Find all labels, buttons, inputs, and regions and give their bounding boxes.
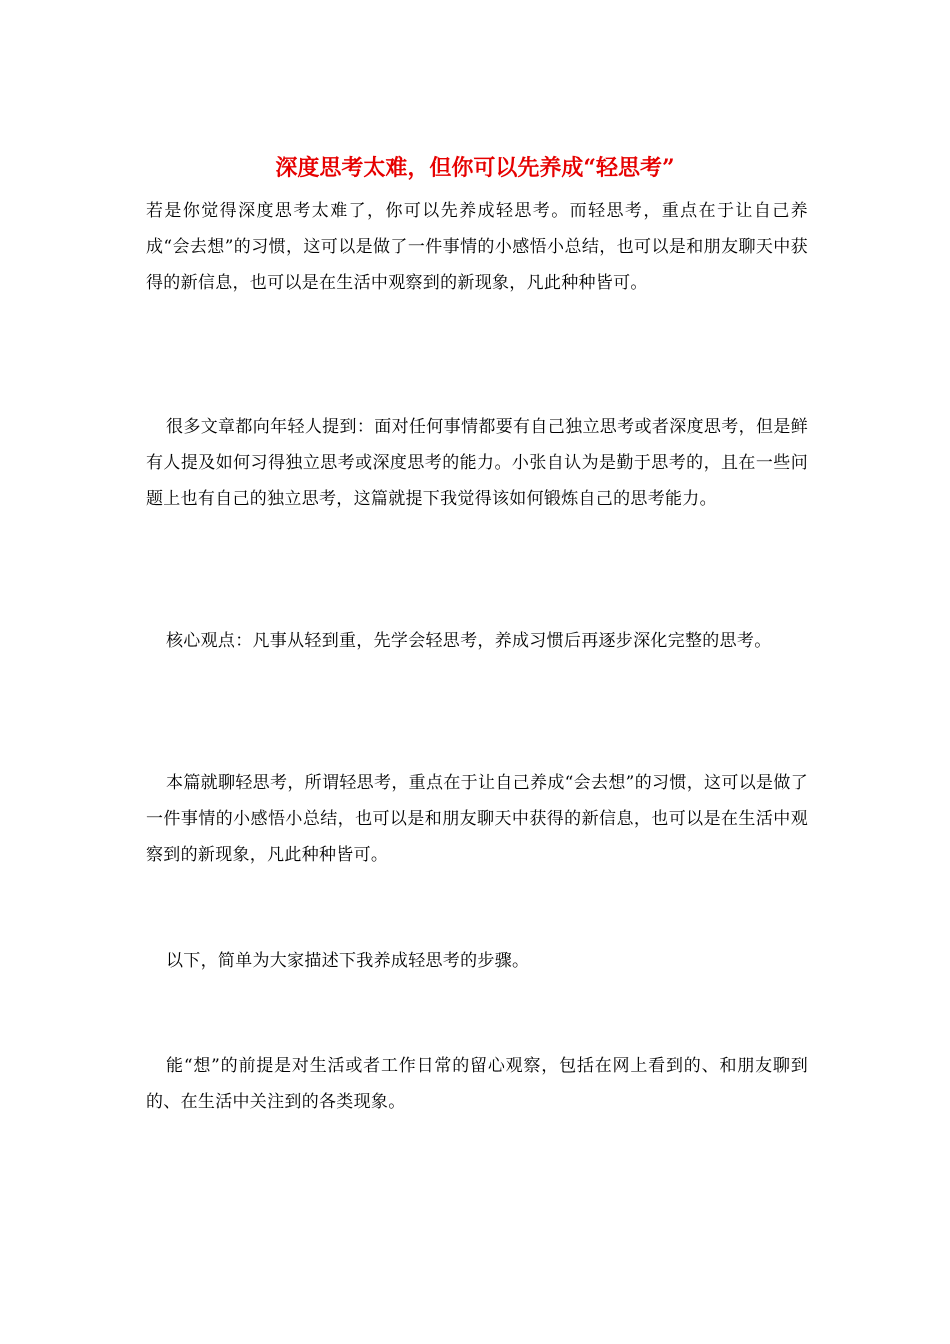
paragraph-steps-intro: 以下，简单为大家描述下我养成轻思考的步骤。 xyxy=(166,951,530,971)
paragraph-background: 很多文章都向年轻人提到：面对任何事情都要有自己独立思考或者深度思考，但是鲜有人提及如何习得独立思考或深度思考的能力。小张自认为是勤于思考的，且在一些问题上也有自己的独立思考，这篇就提下我觉得该如何锻炼自己的思考能力。 xyxy=(146,417,808,509)
paragraph-core-view: 核心观点：凡事从轻到重，先学会轻思考，养成习惯后再逐步深化完整的思考。 xyxy=(166,631,772,651)
paragraph-intro: 若是你觉得深度思考太难了，你可以先养成轻思考。而轻思考，重点在于让自己养成“会去想”的习惯，这可以是做了一件事情的小感悟小总结，也可以是和朋友聊天中获得的新信息，也可以是在生活中观察到的新现象，凡此种种皆可。 xyxy=(146,201,808,293)
paragraph-light-thinking: 本篇就聊轻思考，所谓轻思考，重点在于让自己养成“会去想”的习惯，这可以是做了一件事情的小感悟小总结，也可以是和朋友聊天中获得的新信息，也可以是在生活中观察到的新现象，凡此种种皆可。 xyxy=(146,773,808,865)
paragraph-observation: 能“想”的前提是对生活或者工作日常的留心观察，包括在网上看到的、和朋友聊到的、在生活中关注到的各类现象。 xyxy=(146,1056,808,1112)
document-title: 深度思考太难，但你可以先养成“轻思考” xyxy=(275,155,675,181)
